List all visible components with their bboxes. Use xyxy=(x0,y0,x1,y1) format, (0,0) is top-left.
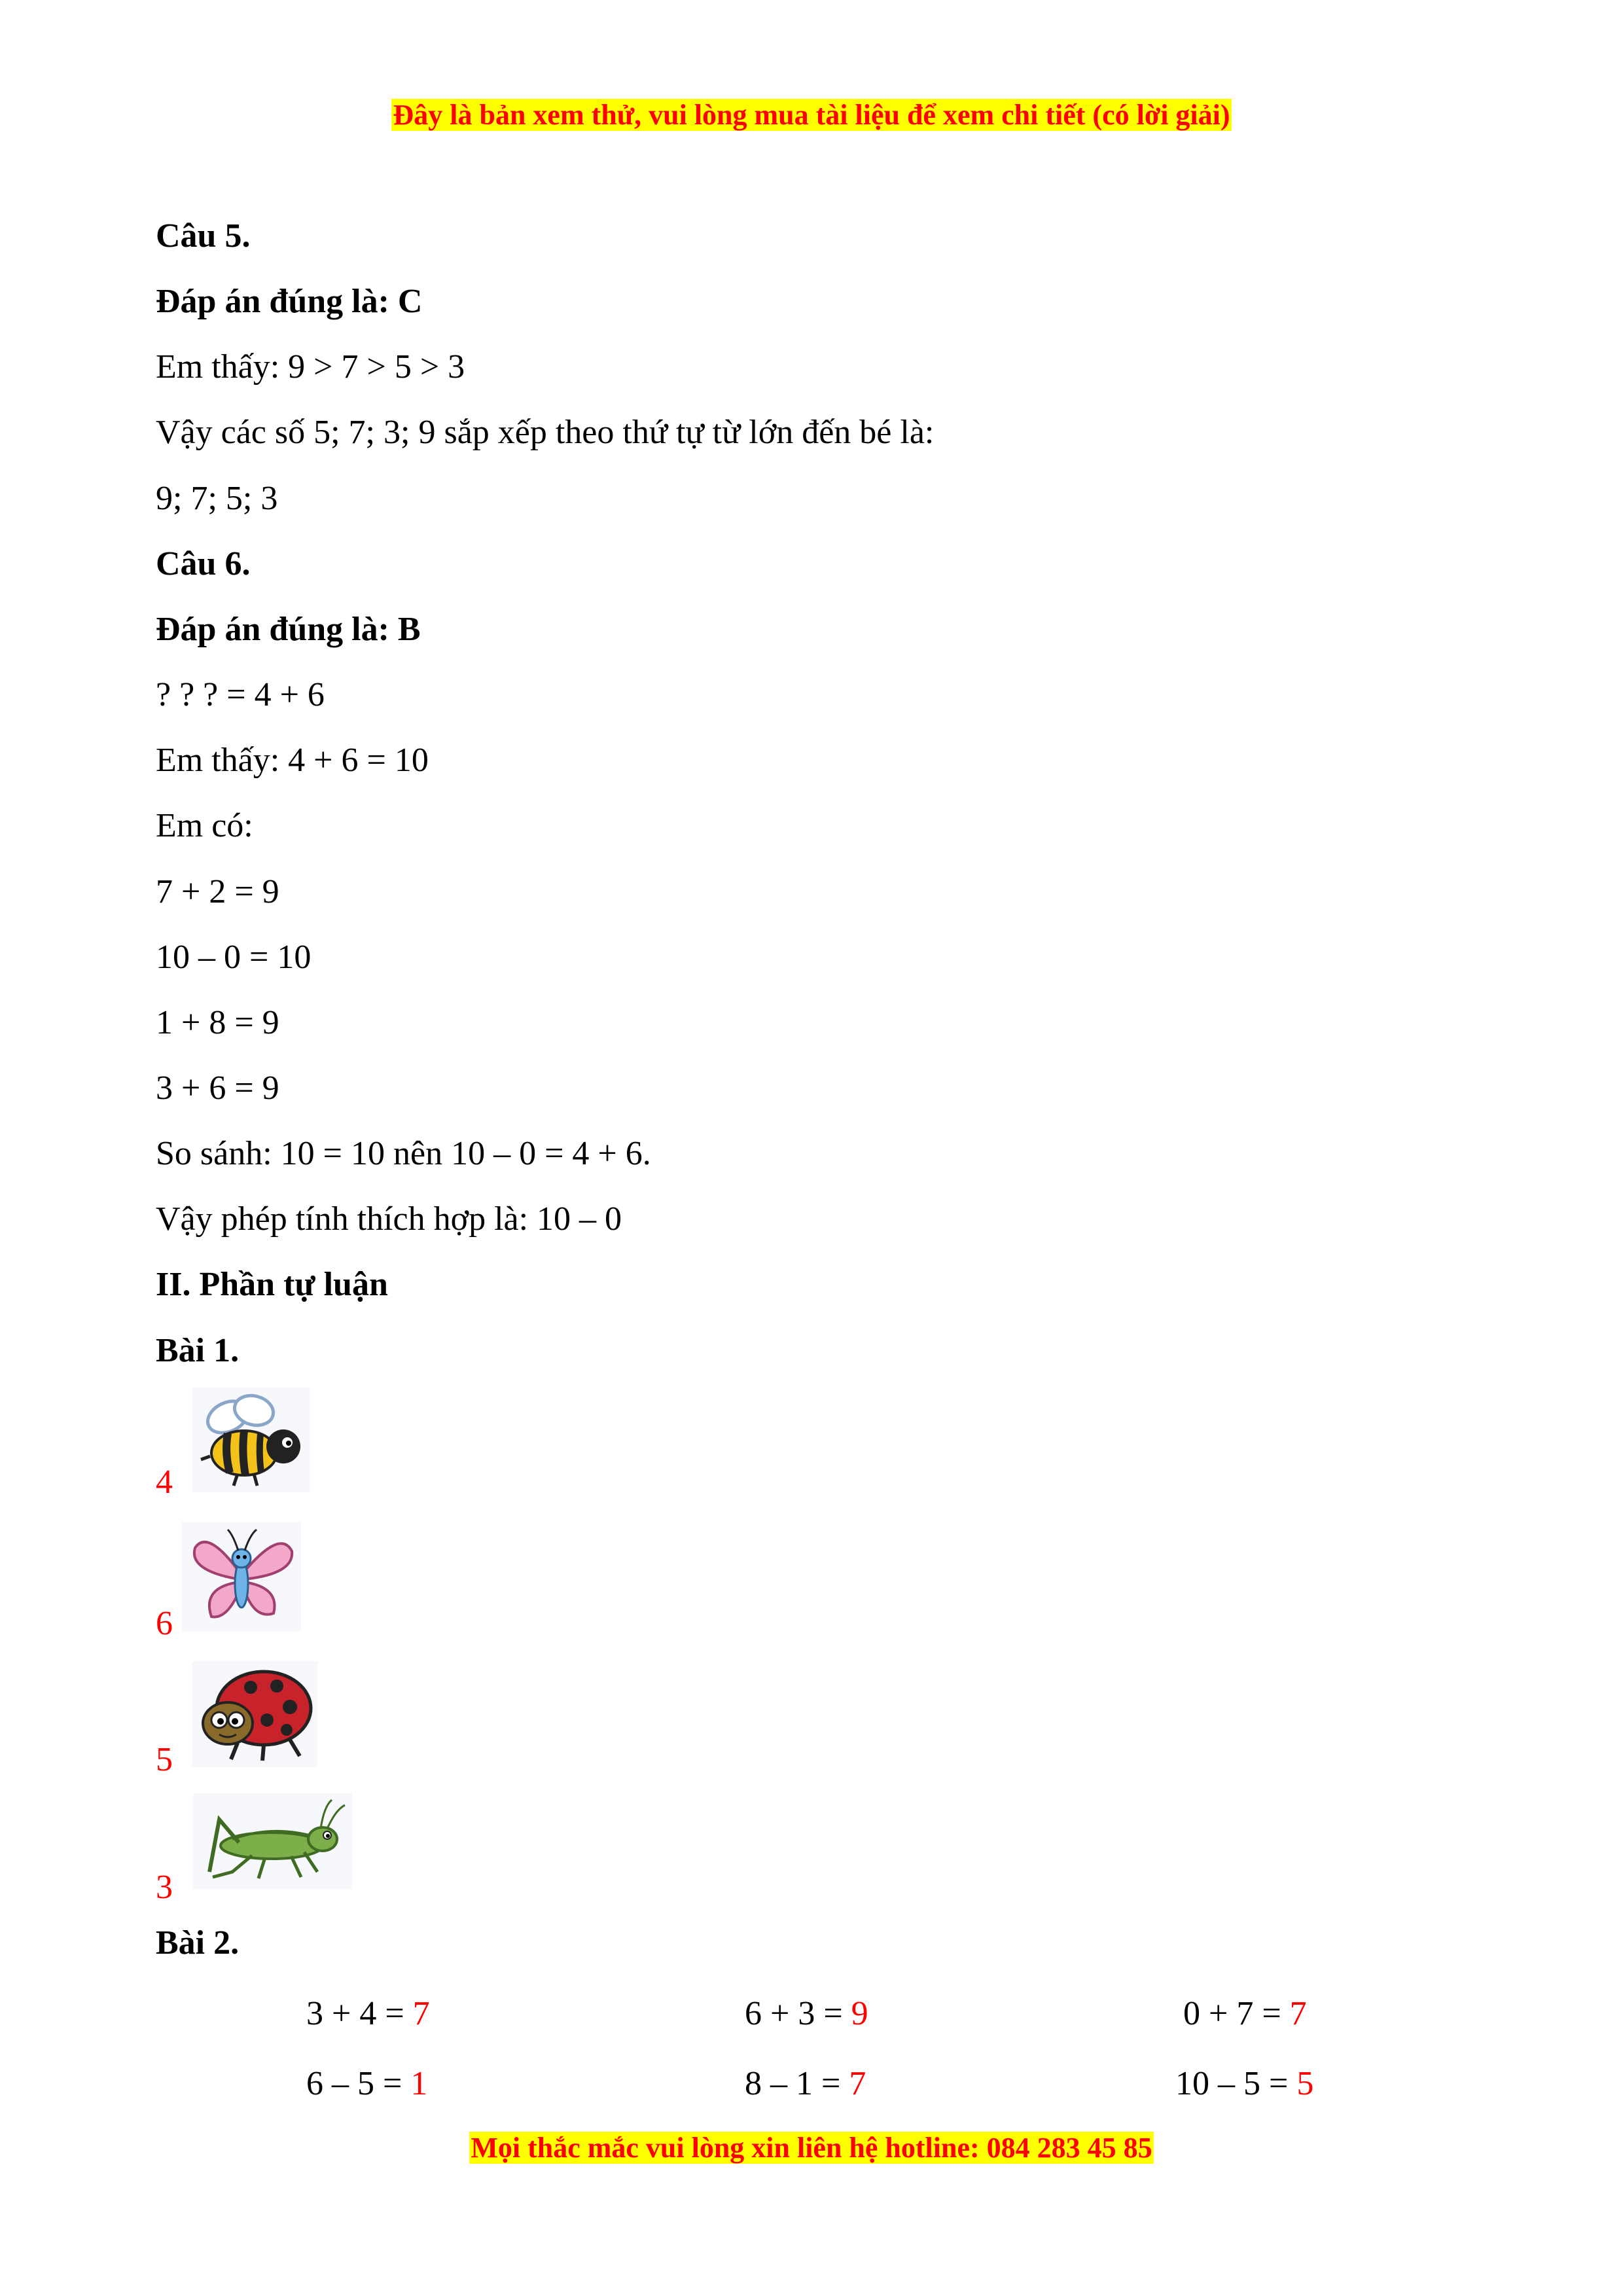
grasshopper-count: 3 xyxy=(156,1869,173,1906)
cau6-line: 7 + 2 = 9 xyxy=(156,873,279,910)
cau6-line: So sánh: 10 = 10 nên 10 – 0 = 4 + 6. xyxy=(156,1135,651,1172)
butterfly-icon xyxy=(182,1522,301,1632)
preview-banner xyxy=(0,98,1623,133)
cau5-line: Vậy các số 5; 7; 3; 9 sắp xếp theo thứ tự từ lớn đến bé là: xyxy=(156,414,935,451)
grasshopper-icon xyxy=(193,1793,352,1889)
cau6-line: 1 + 8 = 9 xyxy=(156,1004,279,1041)
cau6-line: 3 + 6 = 9 xyxy=(156,1069,279,1107)
cau6-line: ? ? ? = 4 + 6 xyxy=(156,676,325,713)
equation-expr: 8 – 1 = xyxy=(745,2065,849,2102)
part2-title: II. Phần tự luận xyxy=(156,1266,388,1303)
cau6-line: 10 – 0 = 10 xyxy=(156,939,312,976)
equation-expr: 6 + 3 = xyxy=(745,1995,851,2032)
ladybug-icon xyxy=(192,1661,317,1767)
equation xyxy=(1183,1994,1307,2034)
bee-icon xyxy=(192,1388,310,1492)
hotline-banner xyxy=(0,2131,1623,2166)
equation xyxy=(745,1994,868,2034)
equation-result: 7 xyxy=(849,2065,866,2102)
equation-result: 9 xyxy=(851,1995,868,2032)
equation xyxy=(1175,2064,1313,2104)
ladybug-count: 5 xyxy=(156,1741,173,1778)
bai1-title: Bài 1. xyxy=(156,1332,240,1369)
equation-result: 7 xyxy=(412,1995,430,2032)
cau5-title: Câu 5. xyxy=(156,217,251,255)
equation-expr: 6 – 5 = xyxy=(306,2065,411,2102)
hotline-banner-text: Mọi thắc mắc vui lòng xin liên hệ hotline: 084 283 45 85 xyxy=(471,2132,1152,2164)
cau6-answer: Đáp án đúng là: B xyxy=(156,611,421,648)
equation-result: 5 xyxy=(1296,2065,1314,2102)
equation-result: 7 xyxy=(1289,1995,1307,2032)
preview-banner-text: Đây là bản xem thử, vui lòng mua tài liệu để xem chi tiết (có lời giải) xyxy=(393,99,1230,131)
cau5-line: Em thấy: 9 > 7 > 5 > 3 xyxy=(156,348,465,386)
equation-expr: 3 + 4 = xyxy=(306,1995,413,2032)
equation xyxy=(306,2064,427,2104)
butterfly-count: 6 xyxy=(156,1605,173,1642)
cau6-line: Em thấy: 4 + 6 = 10 xyxy=(156,742,429,779)
equation-result: 1 xyxy=(410,2065,428,2102)
bai2-title: Bài 2. xyxy=(156,1924,240,1962)
equation xyxy=(306,1994,430,2034)
bee-count: 4 xyxy=(156,1463,173,1501)
equation-expr: 10 – 5 = xyxy=(1175,2065,1297,2102)
cau5-line: 9; 7; 5; 3 xyxy=(156,480,278,517)
cau6-title: Câu 6. xyxy=(156,545,251,583)
cau5-answer: Đáp án đúng là: C xyxy=(156,283,423,320)
equation xyxy=(745,2064,866,2104)
cau6-line: Em có: xyxy=(156,807,253,844)
equation-expr: 0 + 7 = xyxy=(1183,1995,1290,2032)
cau6-line: Vậy phép tính thích hợp là: 10 – 0 xyxy=(156,1200,622,1238)
